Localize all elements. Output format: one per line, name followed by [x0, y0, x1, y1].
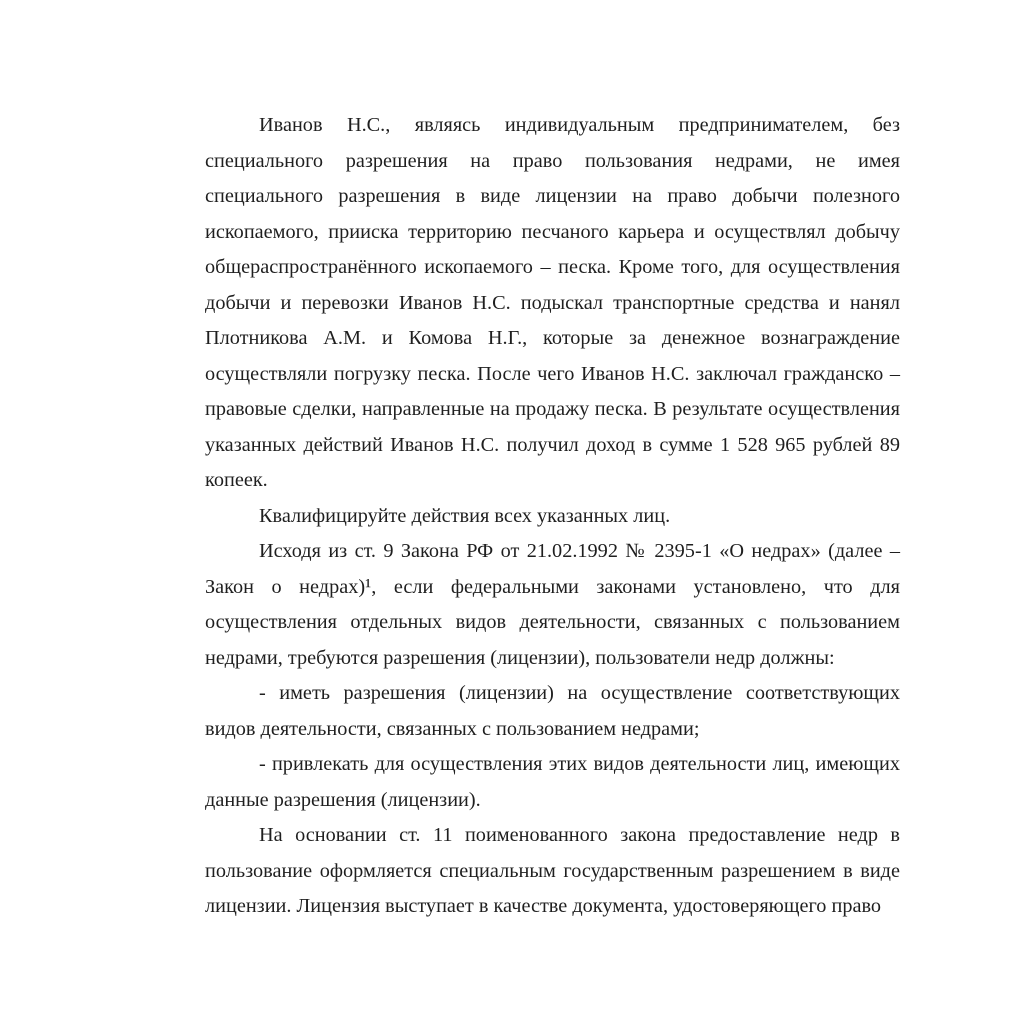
document-text [205, 108, 900, 925]
paragraph-law-reference: Исходя из ст. 9 Закона РФ от 21.02.1992 № 2395-1 «О недрах» (далее – Закон о недрах)¹, если федеральными законами установлено, что для осуществления отдельных видов деятельности, связанных с пользованием недрами, требуются разрешения (лицензии), пользователи недр должны: [205, 540, 900, 669]
paragraph-list-item-2: - привлекать для осуществления этих видов деятельности лиц, имеющих данные разрешения (лицензии). [205, 753, 900, 811]
paragraph-article-11: На основании ст. 11 поименованного закона предоставление недр в пользование оформляется специальным государственным разрешением в виде лицензии. Лицензия выступает в качестве документа, удостоверяющего право [205, 824, 900, 917]
paragraph-case-facts: Иванов Н.С., являясь индивидуальным предпринимателем, без специального разрешения на право пользования недрами, не имея специального разрешения в виде лицензии на право добычи полезного ископаемого, прииска территорию песчаного карьера и осуществлял добычу общераспространённого ископаемого – песка. Кроме того, для осуществления добычи и перевозки Иванов Н.С. подыскал транспортные средства и нанял Плотникова А.М. и Комова Н.Г., которые за денежное вознаграждение осуществляли погрузку песка. После чего Иванов Н.С. заключал гражданско – правовые сделки, направленные на продажу песка. В результате осуществления указанных действий Иванов Н.С. получил доход в сумме 1 528 965 рублей 89 копеек. [205, 114, 900, 491]
paragraph-list-item-1: - иметь разрешения (лицензии) на осуществление соответствующих видов деятельности, связанных с пользованием недрами; [205, 682, 900, 740]
paragraph-task: Квалифицируйте действия всех указанных лиц. [259, 504, 671, 527]
